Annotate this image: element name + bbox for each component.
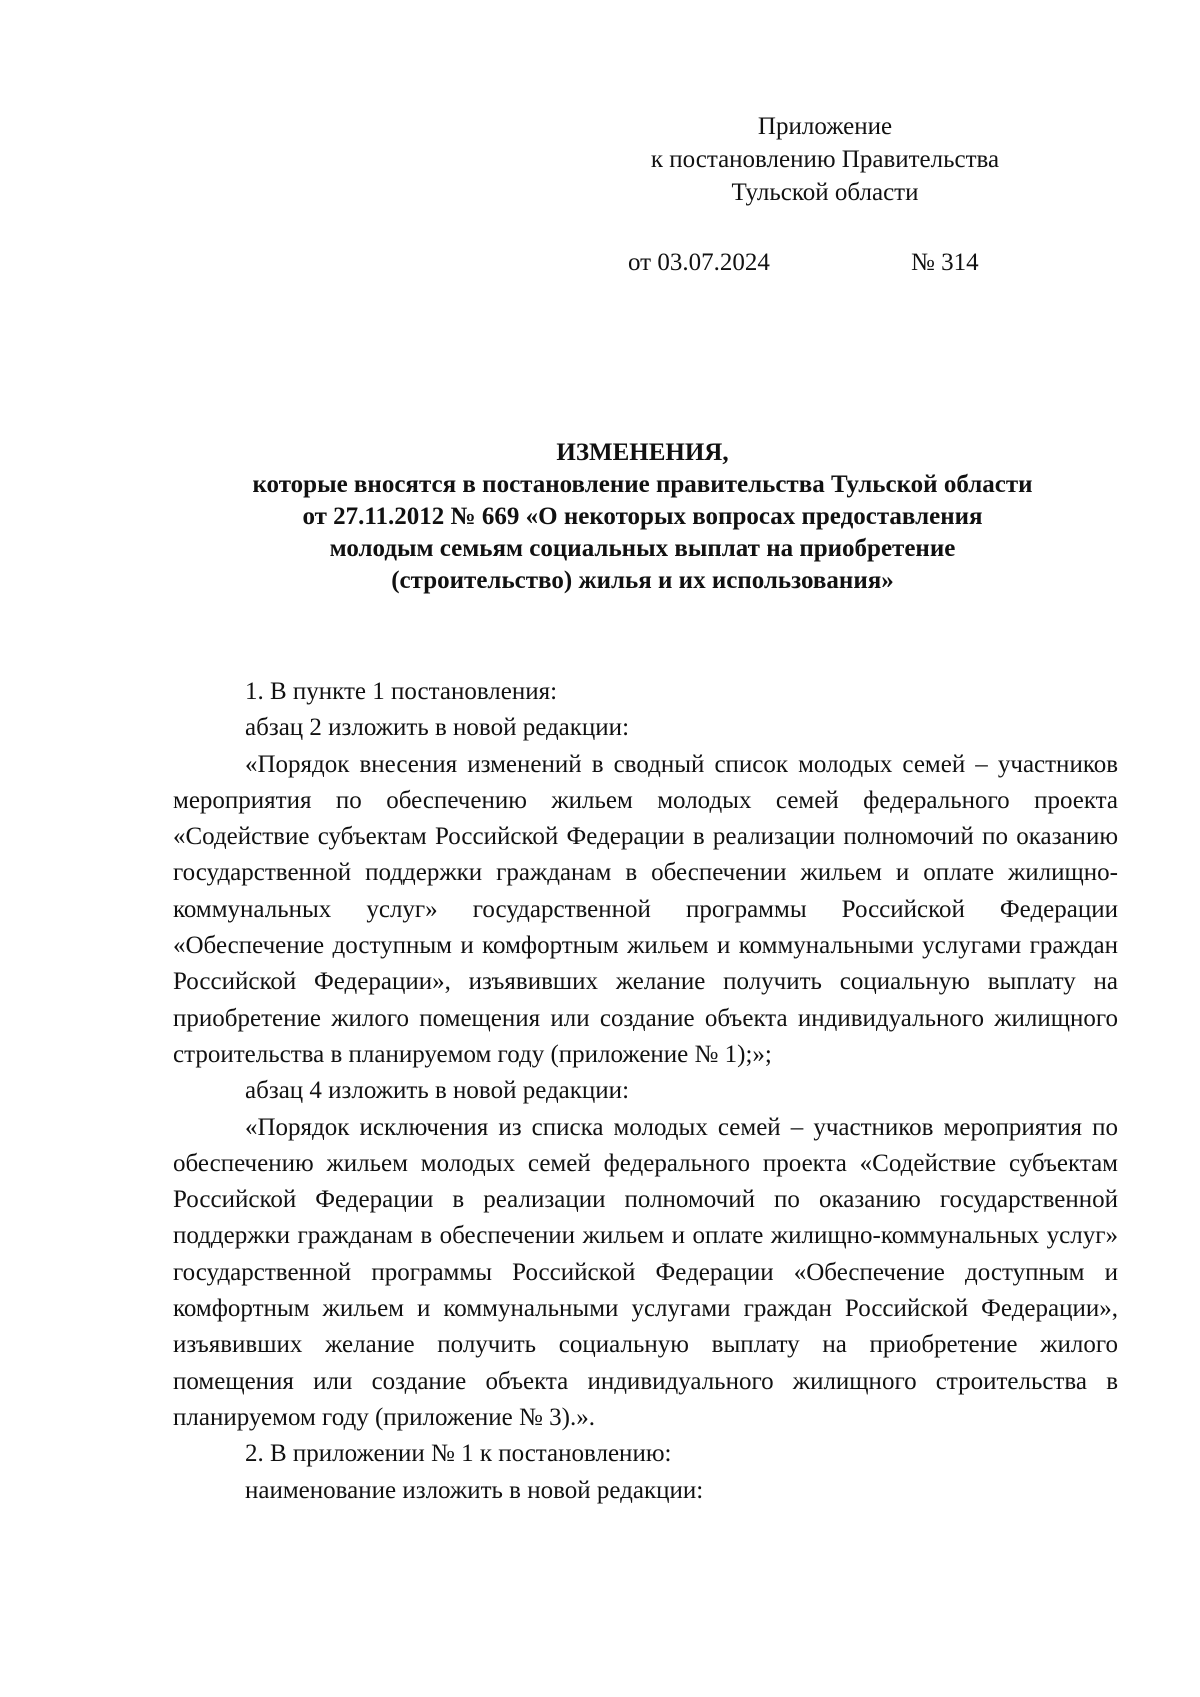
- paragraph-4: абзац 4 изложить в новой редакции:: [245, 1077, 630, 1105]
- appendix-resolution-ref: к постановлению Правительства: [650, 146, 1000, 173]
- appendix-header: [600, 110, 1050, 209]
- paragraph-2: абзац 2 изложить в новой редакции:: [245, 714, 630, 742]
- paragraph-7: наименование изложить в новой редакции:: [245, 1476, 704, 1504]
- document-body: [173, 674, 1118, 1509]
- resolution-number: № 314: [911, 249, 979, 276]
- title-line-5: (строительство) жилья и их использования»: [391, 567, 894, 594]
- appendix-label: Приложение: [757, 113, 893, 140]
- paragraph-6: 2. В приложении № 1 к постановлению:: [245, 1440, 672, 1468]
- title-line-3: от 27.11.2012 № 669 «О некоторых вопросах предоставления: [302, 503, 983, 530]
- title-line-1: ИЗМЕНЕНИЯ,: [556, 439, 729, 466]
- paragraph-3: «Порядок внесения изменений в сводный список молодых семей – участников мероприятия по обеспечению жильем молодых семей федерального проекта «Содействие субъектам Российской Федерации в реализации полномочий по оказанию государственной поддержки гражданам в обеспечении жильем и оплате жилищно-коммунальных услуг» государственной программы Российской Федерации «Обеспечение доступным и комфортным жильем и коммунальными услугами граждан Российской Федерации», изъявивших желание получить социальную выплату на приобретение жилого помещения или создание объекта индивидуального жилищного строительства в планируемом году (приложение № 1);»;: [173, 750, 1118, 1068]
- title-line-2: которые вносятся в постановление правительства Тульской области: [252, 471, 1033, 498]
- document-title: [160, 437, 1125, 597]
- resolution-date: от 03.07.2024: [628, 249, 770, 276]
- appendix-region: Тульской области: [731, 179, 919, 206]
- paragraph-1: 1. В пункте 1 постановления:: [245, 678, 558, 705]
- title-line-4: молодым семьям социальных выплат на приобретение: [329, 535, 956, 562]
- paragraph-5: «Порядок исключения из списка молодых семей – участников мероприятия по обеспечению жильем молодых семей федерального проекта «Содействие субъектам Российской Федерации в реализации полномочий по оказанию государственной поддержки гражданам в обеспечении жильем и оплате жилищно-коммунальных услуг» государственной программы Российской Федерации «Обеспечение доступным и комфортным жильем и коммунальными услугами граждан Российской Федерации», изъявивших желание получить социальную выплату на приобретение жилого помещения или создание объекта индивидуального жилищного строительства в планируемом году (приложение № 3).».: [173, 1113, 1118, 1431]
